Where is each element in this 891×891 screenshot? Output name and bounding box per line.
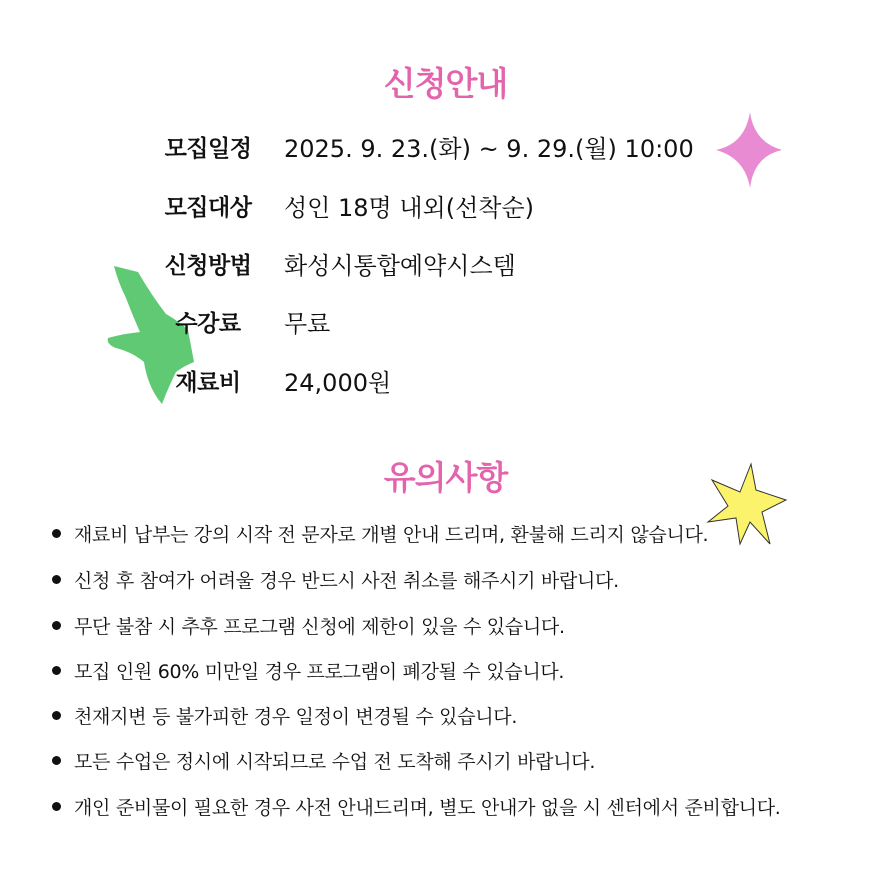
notice-text: 재료비 납부는 강의 시작 전 문자로 개별 안내 드리며, 환불해 드리지 않습니다. — [74, 523, 709, 546]
notice-text: 천재지변 등 불가피한 경우 일정이 변경될 수 있습니다. — [74, 705, 518, 728]
notice-text: 개인 준비물이 필요한 경우 사전 안내드리며, 별도 안내가 없을 시 센터에서 준비합니다. — [74, 796, 781, 819]
info-row-target — [150, 188, 534, 222]
bullet-icon — [52, 621, 61, 630]
info-label: 모집대상 — [164, 194, 252, 221]
bullet-icon — [52, 802, 61, 811]
info-value: 무료 — [284, 309, 331, 338]
info-label: 재료비 — [175, 369, 241, 396]
info-row-method — [150, 246, 516, 280]
bullet-icon — [52, 529, 61, 538]
bullet-icon — [52, 711, 61, 720]
info-row-material — [150, 363, 391, 397]
info-value: 2025. 9. 23.(화) ~ 9. 29.(월) 10:00 — [284, 134, 694, 163]
section-title-apply: 신청안내 — [383, 64, 508, 103]
pink-sparkle-icon — [712, 110, 786, 190]
info-label: 수강료 — [175, 310, 241, 337]
bullet-icon — [52, 666, 61, 675]
info-label: 신청방법 — [164, 252, 252, 279]
notice-text: 신청 후 참여가 어려울 경우 반드시 사전 취소를 해주시기 바랍니다. — [74, 569, 619, 592]
notice-text: 모든 수업은 정시에 시작되므로 수업 전 도착해 주시기 바랍니다. — [74, 750, 596, 773]
info-label: 모집일정 — [164, 135, 252, 162]
info-value: 화성시통합예약시스템 — [284, 251, 516, 280]
info-row-schedule — [150, 129, 694, 163]
bullet-icon — [52, 575, 61, 584]
notice-text: 모집 인원 60% 미만일 경우 프로그램이 폐강될 수 있습니다. — [74, 660, 565, 683]
section-title-notice: 유의사항 — [383, 458, 508, 497]
bullet-icon — [52, 756, 61, 765]
info-row-fee — [150, 304, 330, 338]
info-value: 성인 18명 내외(선착순) — [284, 193, 534, 222]
notice-text: 무단 불참 시 추후 프로그램 신청에 제한이 있을 수 있습니다. — [74, 615, 565, 638]
info-value: 24,000원 — [284, 368, 392, 397]
